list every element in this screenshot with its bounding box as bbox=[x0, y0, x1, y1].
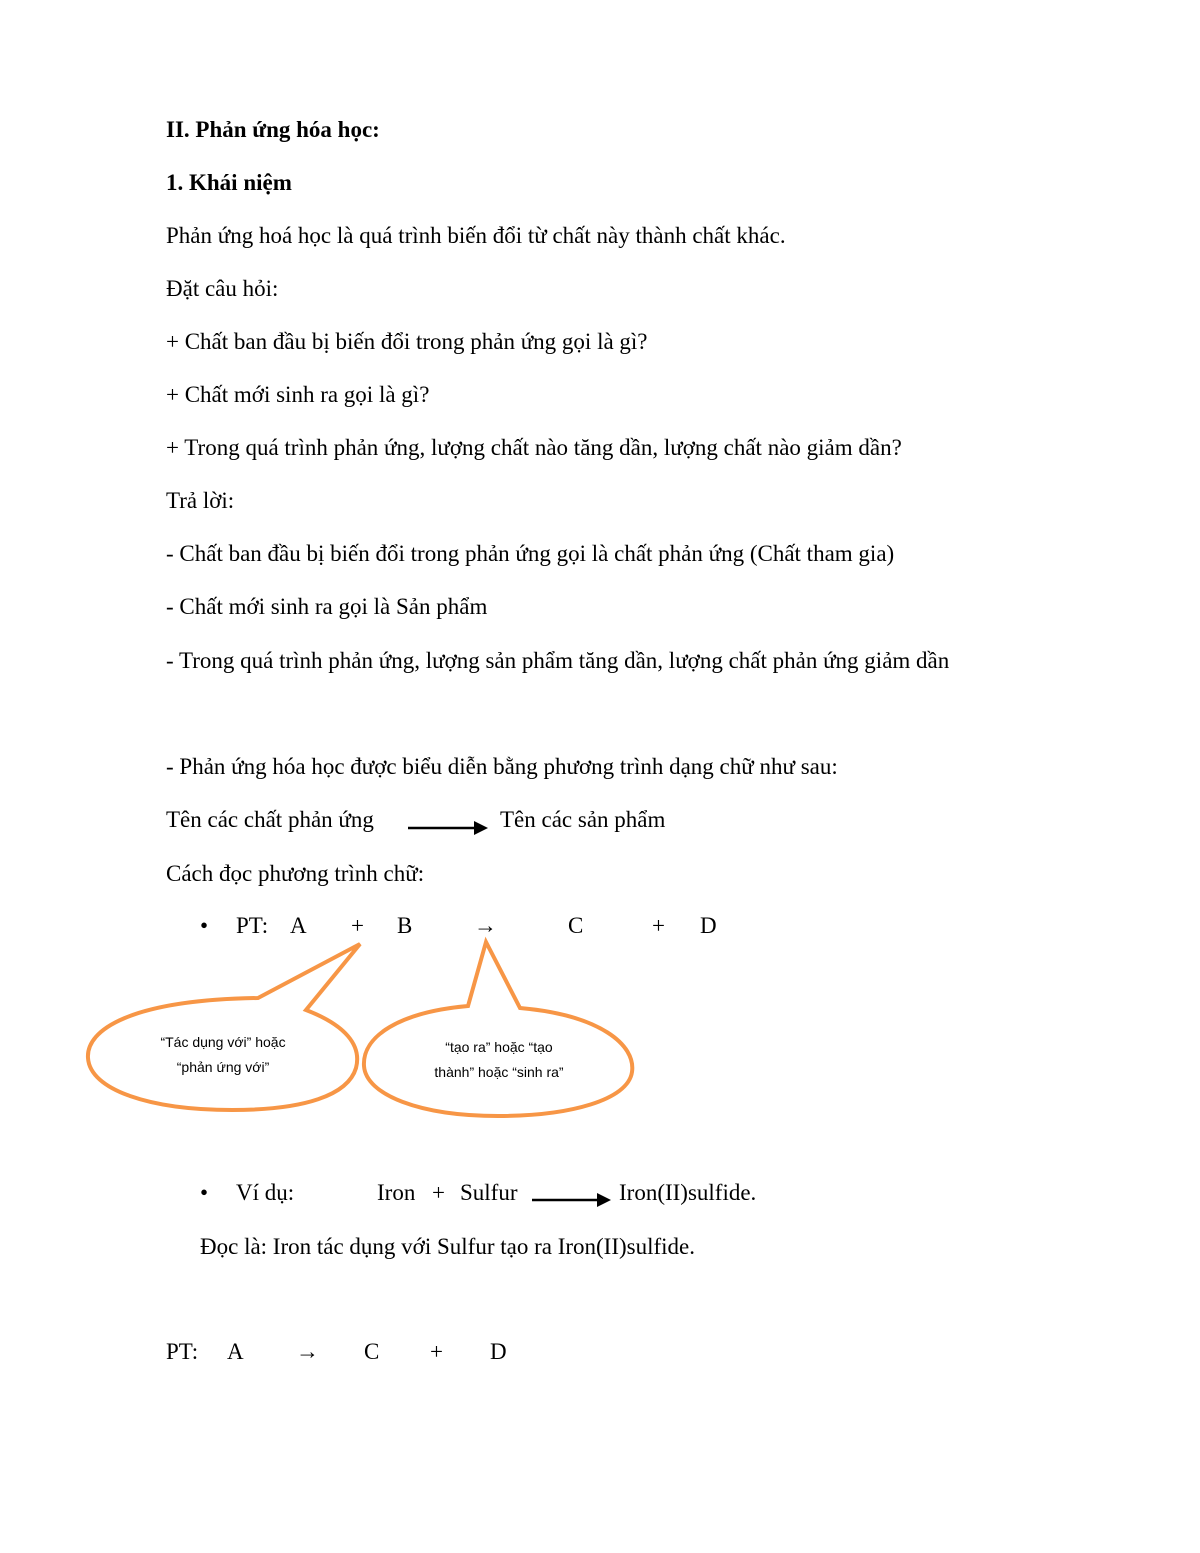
callout-right-text bbox=[394, 1035, 604, 1084]
callout-left-line: “Tác dụng với” hoặc bbox=[160, 1034, 286, 1050]
word-equation-arrow-icon bbox=[408, 821, 488, 835]
answer-item: - Chất mới sinh ra gọi là Sản phẩm bbox=[166, 594, 488, 619]
equation2-plus: + bbox=[430, 1339, 443, 1364]
callout-left-bubble bbox=[88, 944, 360, 1110]
bullet-icon: • bbox=[200, 1180, 209, 1205]
answers-label: Trả lời: bbox=[166, 488, 235, 513]
example-reactant1: Iron bbox=[377, 1180, 416, 1205]
example-plus: + bbox=[432, 1180, 445, 1205]
equation1-b: B bbox=[397, 913, 413, 938]
equation2-prefix: PT: bbox=[166, 1339, 199, 1364]
equation1-plus: + bbox=[351, 913, 364, 938]
example-arrow-icon bbox=[532, 1193, 611, 1207]
callout-right-bubble bbox=[364, 942, 632, 1116]
callout-right-line: “tạo ra” hoặc “tạo bbox=[445, 1039, 553, 1055]
answer-item: - Trong quá trình phản ứng, lượng sản phẩm tăng dần, lượng chất phản ứng giảm dần bbox=[166, 648, 950, 673]
bullet-icon: • bbox=[200, 913, 209, 938]
equation1-arrow-icon: → bbox=[474, 913, 497, 938]
equation1-d: D bbox=[700, 913, 717, 938]
question-item: + Trong quá trình phản ứng, lượng chất nào tăng dần, lượng chất nào giảm dần? bbox=[166, 435, 902, 460]
equation2-arrow-icon: → bbox=[296, 1339, 319, 1364]
callout-left-line: “phản ứng với” bbox=[176, 1058, 270, 1075]
example-label: Ví dụ: bbox=[236, 1180, 295, 1205]
question-item: + Chất ban đầu bị biến đổi trong phản ứng gọi là gì? bbox=[166, 329, 648, 354]
equation1-c: C bbox=[568, 913, 584, 938]
equation1-prefix: PT: bbox=[236, 913, 269, 938]
answer-item: - Chất ban đầu bị biến đổi trong phản ứng gọi là chất phản ứng (Chất tham gia) bbox=[166, 541, 895, 566]
word-equation-right: Tên các sản phẩm bbox=[500, 807, 666, 832]
equation2-a: A bbox=[227, 1339, 244, 1364]
equation2-c: C bbox=[364, 1339, 380, 1364]
reading-label: Cách đọc phương trình chữ: bbox=[166, 861, 425, 886]
example-reading: Đọc là: Iron tác dụng với Sulfur tạo ra Iron(II)sulfide. bbox=[200, 1234, 696, 1259]
equation2-d: D bbox=[490, 1339, 507, 1364]
word-equation-left: Tên các chất phản ứng bbox=[166, 807, 374, 832]
subsection-heading: 1. Khái niệm bbox=[166, 170, 292, 195]
example-product: Iron(II)sulfide. bbox=[619, 1180, 757, 1205]
questions-label: Đặt câu hỏi: bbox=[166, 276, 279, 301]
representation-text: - Phản ứng hóa học được biểu diễn bằng phương trình dạng chữ như sau: bbox=[166, 754, 838, 779]
definition-text: Phản ứng hoá học là quá trình biến đổi từ chất này thành chất khác. bbox=[166, 223, 786, 248]
example-reactant2: Sulfur bbox=[460, 1180, 518, 1205]
equation1-plus: + bbox=[652, 913, 665, 938]
equation1-a: A bbox=[290, 913, 307, 938]
callout-right-line: thành” hoặc “sinh ra” bbox=[434, 1063, 564, 1080]
callout-left-text bbox=[118, 1030, 328, 1079]
question-item: + Chất mới sinh ra gọi là gì? bbox=[166, 382, 430, 407]
section-heading: II. Phản ứng hóa học: bbox=[166, 117, 380, 142]
